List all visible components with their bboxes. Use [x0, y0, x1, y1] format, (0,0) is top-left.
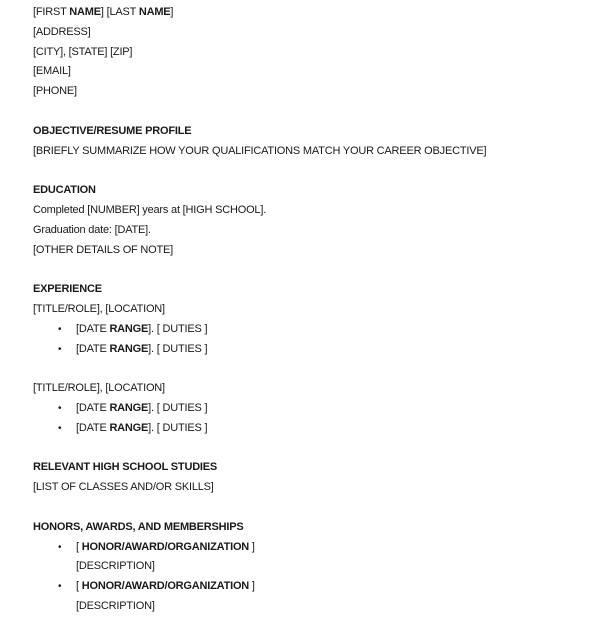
blank-line — [33, 359, 593, 379]
text-segment: [FIRST — [33, 6, 70, 18]
blank-line — [33, 439, 593, 459]
contact-phone-line: [PHONE] — [33, 85, 77, 98]
text-segment-bold: RANGE — [109, 401, 149, 414]
job-bullet-item — [33, 320, 593, 340]
bullet-icon: • — [58, 343, 62, 355]
job-bullet-item — [33, 340, 593, 360]
contact-city-state-zip-line: [CITY], [STATE] [ZIP] — [33, 45, 133, 58]
bullet-icon: • — [58, 581, 62, 593]
text-segment: ] — [249, 540, 255, 553]
text-segment-bold: NAME — [138, 6, 171, 18]
job-bullet-item — [33, 419, 593, 439]
contact-address-line: [ADDRESS] — [33, 25, 91, 38]
honor-bullet-item — [33, 577, 593, 597]
text-segment: ] — [249, 580, 255, 593]
blank-line — [33, 498, 593, 518]
blank-line — [33, 161, 593, 181]
text-segment: [DATE — [76, 421, 110, 434]
contact-email-line: [EMAIL] — [33, 65, 71, 78]
text-segment: ] [LAST — [100, 6, 139, 18]
job-title-line: [TITLE/ROLE], [LOCATION] — [33, 302, 165, 315]
text-segment-bold: HONOR/AWARD/ORGANIZATION — [81, 580, 250, 593]
contact-name-line — [33, 3, 593, 23]
experience-heading: EXPERIENCE — [33, 283, 102, 296]
text-segment-bold: NAME — [69, 6, 101, 18]
text-segment: ]. [ DUTIES ] — [148, 342, 208, 355]
bullet-icon: • — [58, 422, 62, 434]
text-segment: ]. [ DUTIES ] — [148, 421, 208, 434]
text-segment: [DATE — [76, 322, 110, 335]
objective-body: [BRIEFLY SUMMARIZE HOW YOUR QUALIFICATIONS MATCH YOUR CAREER OBJECTIVE] — [33, 144, 487, 157]
honor-bullet-item — [33, 538, 593, 558]
bullet-icon: • — [58, 541, 62, 553]
education-other-details-line: [OTHER DETAILS OF NOTE] — [33, 243, 174, 256]
studies-body: [LIST OF CLASSES AND/OR SKILLS] — [33, 481, 214, 494]
honors-heading: HONORS, AWARDS, AND MEMBERSHIPS — [33, 520, 244, 533]
text-segment: [DATE — [76, 342, 110, 355]
text-segment: ] — [170, 6, 174, 18]
bullet-icon: • — [58, 402, 62, 414]
education-heading: EDUCATION — [33, 184, 96, 197]
education-graduation-line: Graduation date: [DATE]. — [33, 223, 151, 236]
text-segment: ]. [ DUTIES ] — [148, 401, 208, 414]
job-title-line: [TITLE/ROLE], [LOCATION] — [33, 382, 165, 395]
objective-heading: OBJECTIVE/RESUME PROFILE — [33, 124, 192, 137]
education-years-line: Completed [NUMBER] years at [HIGH SCHOOL]. — [33, 203, 267, 216]
job-bullet-item — [33, 399, 593, 419]
text-segment-bold: HONOR/AWARD/ORGANIZATION — [81, 540, 250, 553]
text-segment: [ — [76, 580, 82, 593]
blank-line — [33, 102, 593, 122]
studies-heading: RELEVANT HIGH SCHOOL STUDIES — [33, 461, 218, 474]
text-segment: [DATE — [76, 401, 110, 414]
text-segment-bold: RANGE — [109, 342, 149, 355]
bullet-icon: • — [58, 323, 62, 335]
text-segment-bold: RANGE — [109, 322, 149, 335]
text-segment: [ — [76, 540, 82, 553]
text-segment-bold: RANGE — [109, 421, 149, 434]
text-segment: ]. [ DUTIES ] — [148, 322, 208, 335]
honor-description-line: [DESCRIPTION] — [76, 560, 155, 573]
honor-description-line: [DESCRIPTION] — [76, 599, 155, 612]
blank-line — [33, 260, 593, 280]
